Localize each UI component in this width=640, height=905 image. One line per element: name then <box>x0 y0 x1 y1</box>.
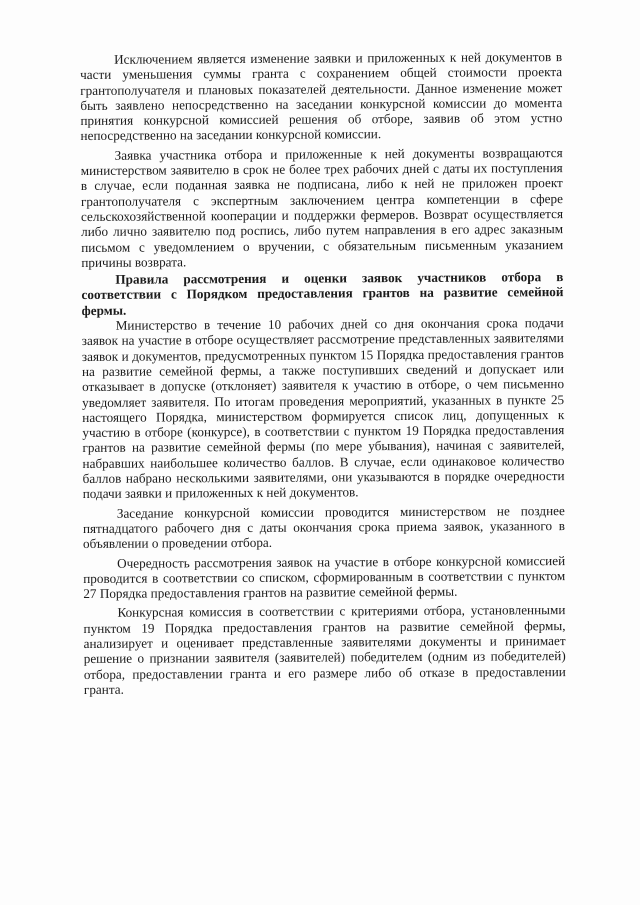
paragraph-review-order: Очередность рассмотрения заявок на участие в отборе конкурсной комиссией проводится в соответствии со списком, сформированным в соответствии с пунктом 27 Порядка предоставления грантов на развитие семейной фермы. <box>83 552 566 602</box>
section-heading: Правила рассмотрения и оценки заявок участников отбора в соответствии с Порядком предоставления грантов на развитие семейной фермы. <box>81 269 564 318</box>
paragraph-ministry-review: Министерство в течение 10 рабочих дней со дня окончания срока подачи заявок на участие в отборе осуществляет рассмотрение представленных заявителями заявок и документов, предусмотренных пунктом 15 Порядка предоставления грантов на развитие семейной фермы, а также поступивших сведений и допускает или отказывает в допуске (отклоняет) заявителя к участию в отборе, о чем письменно уведомляет заявителя. По итогам проведения мероприятий, указанных в пункте 25 настоящего Порядка, министерством формируется список лиц, допущенных к участию в отборе (конкурсе), в соответствии с пунктом 19 Порядка предоставления грантов на развитие семейной фермы (по мере убывания), начиная с заявителей, набравших наибольшее количество баллов. В случае, если одинаковое количество баллов набрано несколькими заявителями, они указываются в порядке очередности подачи заявки и приложенных к ней документов. <box>81 315 565 502</box>
paragraph-application-return: Заявка участника отбора и приложенные к ней документы возвращаются министерством заявителю в срок не более трех рабочих дней с даты их поступления в случае, если поданная заявка не подписана, либо к ней не приложен проект грантополучателя с экспертным заключением центра компетенции в сфере сельскохозяйственной кооперации и поддержки фермеров. Возврат осуществляется либо лично заявителю под роспись, либо путем направления в его адрес заказным письмом с уведомлением о вручении, с обязательным письменным указанием причины возврата. <box>80 144 564 270</box>
paragraph-commission-meeting: Заседание конкурсной комиссии проводится министерством не позднее пятнадцатого рабочего дня с даты окончания срока приема заявок, указанного в объявлении о проведении отбора. <box>82 502 565 552</box>
paragraph-commission-decision: Конкурсная комиссия в соответствии с критериями отбора, установленными пунктом 19 Порядка предоставления грантов на развитие семейной фермы, анализирует и оценивает представленные заявителями документы и принимает решение о признании заявителя (заявителей) победителем (одним из победителей) отбора, предоставлении гранта и его размере либо об отказе в предоставлении гранта. <box>83 602 566 697</box>
paragraph-application-change: Исключением является изменение заявки и приложенных к ней документов в части уменьшения суммы гранта с сохранением общей стоимости проекта грантополучателя и плановых показателей деятельности. Данное изменение может быть заявлено непосредственно на заседании конкурсной комиссии до момента принятия конкурсной комиссией решения об отборе, заявив об этом устно непосредственно на заседании конкурсной комиссии. <box>80 49 563 144</box>
document-body <box>80 49 566 697</box>
